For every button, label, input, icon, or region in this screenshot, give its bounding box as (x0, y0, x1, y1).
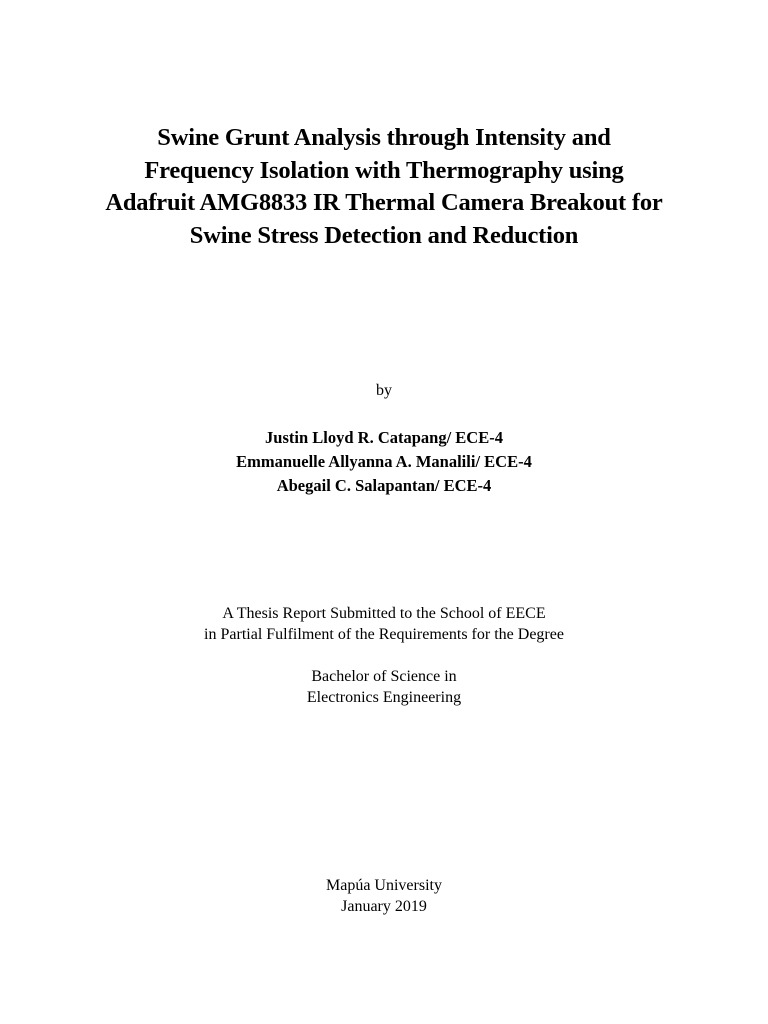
institution-block (0, 875, 768, 917)
author-name: Justin Lloyd R. Catapang/ ECE-4 (265, 428, 503, 447)
title-line: Swine Stress Detection and Reduction (189, 221, 579, 249)
degree-line: Bachelor of Science in (311, 668, 457, 685)
title-line: Adafruit AMG8833 IR Thermal Camera Breakout for (105, 189, 663, 216)
title-line: Swine Grunt Analysis through Intensity and (157, 124, 611, 151)
title-line: Frequency Isolation with Thermography using (144, 156, 624, 184)
submission-date: January 2019 (341, 898, 427, 915)
submission-line: A Thesis Report Submitted to the School of EECE (222, 605, 546, 622)
by-label: by (376, 382, 392, 399)
author-name: Emmanuelle Allyanna A. Manalili/ ECE-4 (236, 452, 532, 471)
submission-line: in Partial Fulfilment of the Requirements for the Degree (204, 626, 564, 643)
degree-name (0, 666, 768, 708)
author-list (0, 426, 768, 498)
thesis-title (0, 122, 768, 252)
submission-statement (0, 603, 768, 645)
degree-line: Electronics Engineering (306, 689, 462, 706)
university-name: Mapúa University (326, 877, 442, 894)
author-name: Abegail C. Salapantan/ ECE-4 (276, 476, 492, 495)
